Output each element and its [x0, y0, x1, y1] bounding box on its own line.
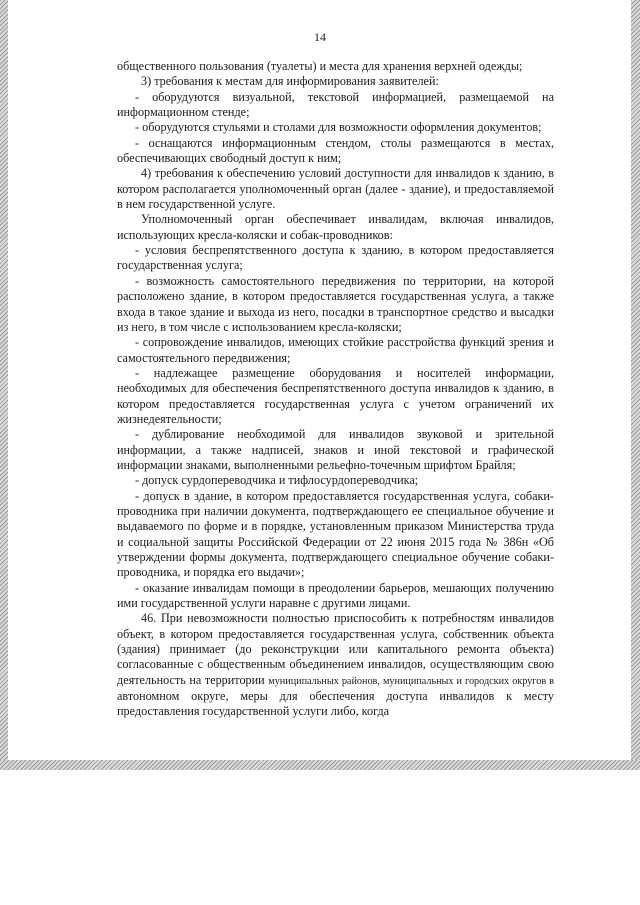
scan-border-right	[631, 0, 640, 768]
paragraph: общественного пользования (туалеты) и места для хранения верхней одежды;	[117, 59, 523, 73]
scan-border-bottom	[0, 760, 640, 770]
list-item: - надлежащее размещение оборудования и носителей информации, необходимых для обеспечения беспрепятственного доступа инвалидов к зданию, в котором предоставляется государственная услуга с учетом ограничений их жизнедеятельности;	[117, 365, 554, 426]
paragraph-46-part1: 46. При невозможности полностью приспособить к потребностям инвалидов объект, в котором предоставляется государственная услуга, собственник объекта (здания) принимает (до реконструкции или капитального ремонта объекта) согласованные с общественным объединением инвалидов, осуществляющим свою деятельность на территории	[117, 611, 554, 687]
list-item: - дублирование необходимой для инвалидов звуковой и зрительной информации, а также надписей, знаков и иной текстовой и графической информации знаками, выполненными рельефно-точечным шрифтом Брайля;	[117, 427, 554, 472]
paragraph: 3) требования к местам для информирования заявителей:	[141, 74, 439, 89]
paragraph: Уполномоченный орган обеспечивает инвалидам, включая инвалидов, использующих кресла-коляски и собак-проводников:	[117, 212, 554, 242]
list-item: - допуск в здание, в котором предоставляется государственная услуга, собаки-проводника при наличии документа, подтверждающего ее специальное обучение и выдаваемого по форме и в порядке, установленным приказом Министерства труда и социальной защиты Российской Федерации от 22 июня 2015 года № 386н «Об утверждении формы документа, подтверждающего специальное обучение собаки-проводника, и порядка его выдачи»;	[117, 488, 554, 580]
scan-border-left	[0, 0, 8, 768]
list-item: - возможность самостоятельного передвижения по территории, на которой расположено здание, в котором предоставляется государственная услуга, а также входа в такое здание и выхода из него, посадки в транспортное средство и высадки из него, в том числе с использованием кресла-коляски;	[117, 273, 554, 334]
paragraph-46-small-text: муниципальных районов, муниципальных и городских округов в	[268, 675, 554, 687]
list-item: - оказание инвалидам помощи в преодолении барьеров, мешающих получению ими государственной услуги наравне с другими лицами.	[117, 580, 554, 611]
list-item: - условия беспрепятственного доступа к зданию, в котором предоставляется государственная услуга;	[117, 243, 554, 273]
list-item: - оборудуются стульями и столами для возможности оформления документов;	[135, 120, 542, 135]
body-text	[117, 59, 554, 720]
page-number: 14	[314, 30, 326, 44]
list-item: - оборудуются визуальной, текстовой информацией, размещаемой на информационном стенде;	[117, 89, 554, 120]
paragraph-46-part2: автономном округе, меры для обеспечения доступа инвалидов к месту предоставления государственной услуги либо, когда	[117, 689, 554, 719]
list-item: - допуск сурдопереводчика и тифлосурдопереводчика;	[135, 473, 419, 488]
list-item: - оснащаются информационным стендом, столы размещаются в местах, обеспечивающих свободный доступ к ним;	[117, 135, 554, 166]
list-item: - сопровождение инвалидов, имеющих стойкие расстройства функций зрения и самостоятельного передвижения;	[117, 335, 554, 365]
paragraph-46	[117, 611, 554, 719]
paragraph: 4) требования к обеспечению условий доступности для инвалидов к зданию, в котором располагается уполномоченный орган (далее - здание), и предоставляемой в нем государственной услуге.	[117, 166, 554, 212]
